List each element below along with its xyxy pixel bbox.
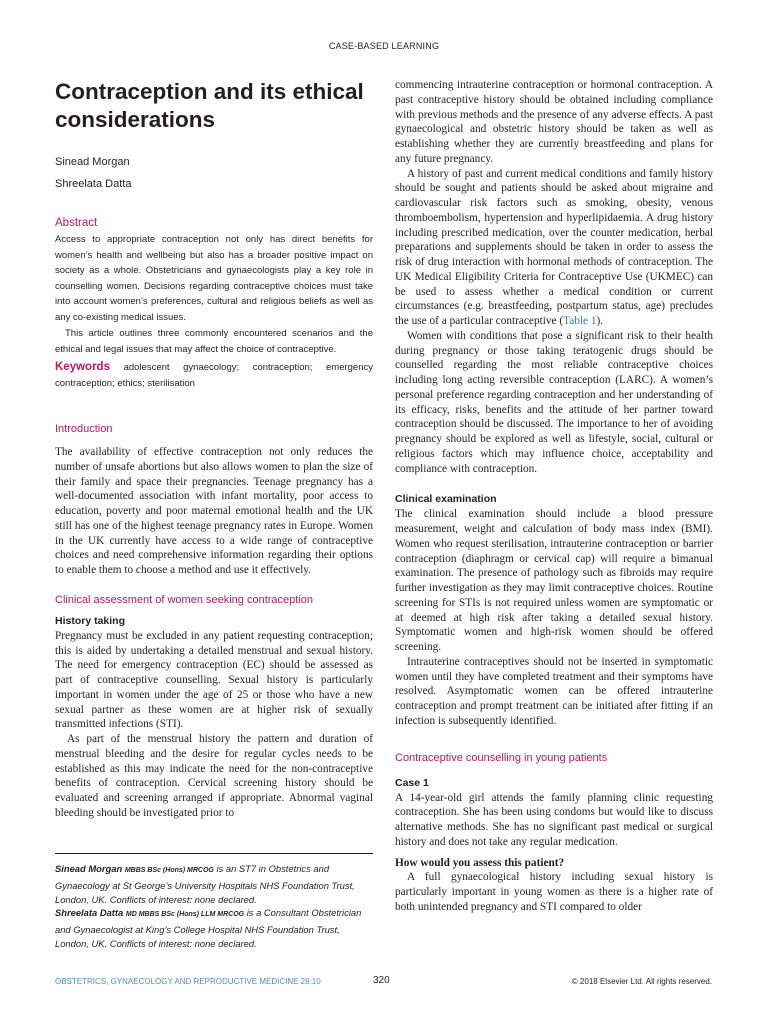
body-text: ). — [596, 315, 604, 327]
bio-name: Shreelata Datta — [55, 907, 124, 918]
page-number: 320 — [373, 975, 390, 986]
introduction-heading: Introduction — [55, 423, 113, 435]
history-paragraph: As part of the menstrual history the pattern and duration of menstrual bleeding and the desire for regular cycles needs to be established as this may indicate the need for the non-contraceptive benefits of contraception. Cervical screening history should be evaluated and screening arranged if appropriate. Abnormal vaginal bleeding should be investigated prior to — [55, 733, 373, 819]
keywords-label: Keywords — [55, 361, 110, 373]
history-paragraph: Pregnancy must be excluded in any patient requesting contraception; this is aided by undertaking a detailed menstrual and sexual history. The need for emergency contraception (EC) should be assessed as part of contraceptive counselling. Sexual history is particularly important in women under the age of 25 or those who have a new sexual partner as these women are at higher risk of sexually transmitted infections (STI). — [55, 629, 373, 731]
bio-name: Sinead Morgan — [55, 863, 123, 874]
assessment-heading: Clinical assessment of women seeking contraception — [55, 593, 314, 606]
article-title: Contraception and its ethical considerations — [55, 79, 364, 132]
abstract-paragraph: Access to appropriate contraception not only has direct benefits for women’s health and wellbeing but also has a broader positive impact on society as a whole. Obstetricians and gynaecologists play a key role in counselling women. Decisions regarding contraceptive choices must take into account women’s preferences, cultural and religious beliefs as well as any co-existing medical issues. — [55, 234, 373, 323]
case-heading: Case 1 — [395, 776, 429, 789]
body-text: A history of past and current medical conditions and family history should be sought and patients should be asked about migraine and cardiovascular risk factors such as smoking, obesity, venous thromboembolism, hypertension and hyperlipidaemia. A drug history including prescribed medication, over the counter medication, herbal preparations and supplements should be taken in order to assess the risk of drug interaction with hormonal methods of contraception. The UK Medical Eligibility Criteria for Contraceptive Use (UKMEC) can be used to assess whether a medical condition or current circumstances (e.g. breastfeeding, postpartum status, age) precludes the use of a particular contraceptive ( — [395, 167, 713, 327]
history-heading: History taking — [55, 614, 126, 627]
author-2: Shreelata Datta — [55, 178, 132, 190]
right-column — [395, 78, 713, 915]
keywords — [55, 359, 373, 392]
exam-paragraph: Intrauterine contraceptives should not be inserted in symptomatic women until they have completed treatment and their symptoms have resolved. Asymptomatic women can be offered intrauterine contraception and prompt treatment can be initiated after fitting if an infection is subsequently identified. — [395, 655, 713, 727]
journal-name: OBSTETRICS, GYNAECOLOGY AND REPRODUCTIVE MEDICINE 28:10 — [55, 977, 321, 986]
case-answer: A full gynaecological history including sexual history is particularly important in young women as there is a higher rate of both unintended pregnancy and STI compared to older — [395, 871, 713, 913]
author-1: Sinead Morgan — [55, 156, 130, 168]
copyright: © 2018 Elsevier Ltd. All rights reserved. — [571, 977, 712, 986]
body-paragraph — [395, 167, 713, 329]
body-paragraph: Women with conditions that pose a significant risk to their health during pregnancy or those taking teratogenic drugs should be counselled regarding the most reliable contraceptive choices including long acting reversible contraception (LARC). A women’s personal preference regarding contraception and her understanding of its efficacy, risks, benefits and the attitude of her partner toward contraception should be discussed. The importance to her of avoiding pregnancy should be explored as well as lifestyle, social, cultural or religious factors which may influence choice, acceptability and compliance with contraception. — [395, 329, 713, 475]
exam-paragraph: The clinical examination should include a blood pressure measurement, weight and calculation of body mass index (BMI). Women who request sterilisation, intrauterine contraception or barrier contraception (diaphragm or cervical cap) will require a bimanual examination. The presence of pathology such as fibroids may require further investigation as they may limit contraceptive choices. Routine screening for STIs is not required unless women are symptomatic or at deemed at high risk after taking a detailed sexual history. Symptomatic women and high-risk women should be offered screening. — [395, 508, 713, 653]
footnote-divider — [55, 853, 373, 854]
bio-credentials: MD MBBS BSc (Hons) LLM MRCOG — [125, 911, 245, 918]
abstract-paragraph: This article outlines three commonly encountered scenarios and the ethical and legal issues that may affect the choice of contraceptive. — [55, 328, 373, 355]
keywords-list: adolescent gynaecology; contraception; emergency contraception; ethics; sterilisation — [55, 362, 373, 389]
bio-credentials: MBBS BSc (Hons) MRCOG — [124, 867, 214, 874]
case-text: A 14-year-old girl attends the family planning clinic requesting contraception. She has been using condoms but would like to discuss alternative methods. She has no significant past medical or surgical history and does not take any regular medication. — [395, 791, 713, 848]
counselling-heading: Contraceptive counselling in young patients — [395, 751, 608, 764]
body-paragraph: commencing intrauterine contraception or hormonal contraception. A past contraceptive history should be obtained including compliance with previous methods and the presence of any adverse effects. A past gynaecological and obstetric history should be taken as well as establishing whether they are currently breastfeeding and plans for any future pregnancy. — [395, 79, 713, 165]
left-column — [55, 78, 373, 821]
running-header: CASE-BASED LEARNING — [328, 41, 440, 51]
author-bio-1 — [55, 862, 373, 908]
case-question: How would you assess this patient? — [395, 856, 565, 869]
exam-heading: Clinical examination — [395, 493, 497, 506]
introduction-text: The availability of effective contraception not only reduces the number of unsafe abortions but also allows women to plan the size of their family and space their pregnancies. Teenage pregnancy has a well-documented association with infant mortality, poor access to education, poverty and poor maternal emotional health and the UK still has one of the highest teenage pregnancy rates in Europe. Women in the UK currently have access to a wide range of contraceptive choices and need comprehensive information regarding their options to enable them to choose a method and use it effectively. — [55, 446, 373, 576]
bio-text: is a Consultant Obstetrician and Gynaecologist at King’s College Hospital NHS Foundation Trust, London, UK. Conflicts of interest: none declared. — [55, 907, 362, 949]
author-bio-2 — [55, 906, 373, 952]
abstract-heading: Abstract — [55, 217, 98, 229]
bio-text: is an ST7 in Obstetrics and Gynaecology at St George’s University Hospitals NHS Foundation Trust, London, UK. Conflicts of interest: none declared. — [55, 863, 355, 905]
table-1-link[interactable]: Table 1 — [563, 315, 597, 327]
